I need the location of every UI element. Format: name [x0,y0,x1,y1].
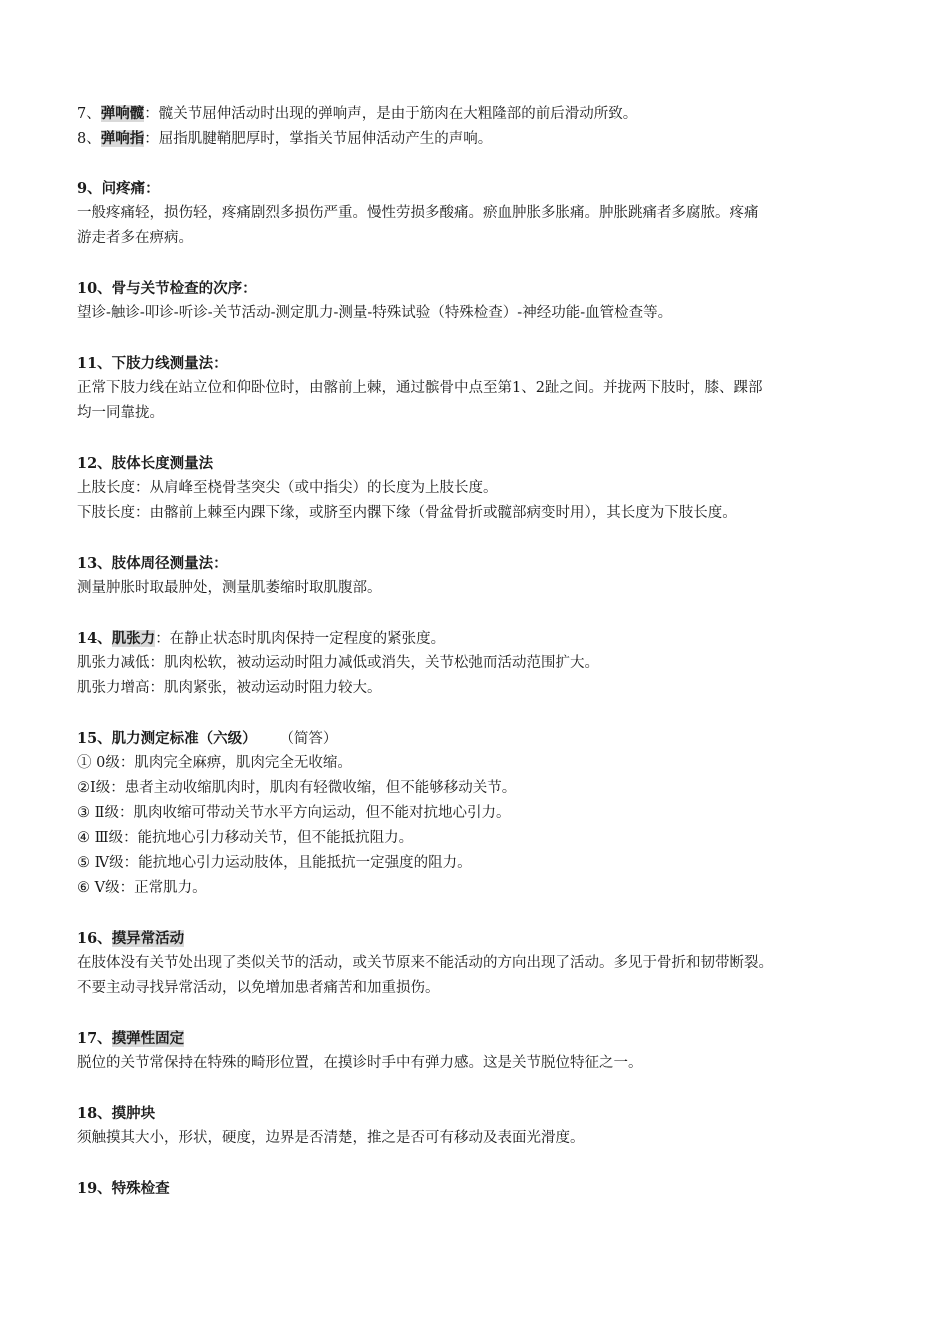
heading-13: 13、肢体周径测量法： [77,555,228,572]
heading-19: 19、特殊检查 [77,1180,170,1197]
grade-4: ⑤ Ⅳ级：能抗地心引力运动肢体，且能抵抗一定强度的阻力。 [77,855,472,871]
heading-16: 16、摸异常活动 [77,930,185,947]
paragraph-9-line-1: 一般疼痛轻，损伤轻，疼痛剧烈多损伤严重。慢性劳损多酸痛。瘀血肿胀多胀痛。肿胀跳痛者多腐脓。疼痛 [77,205,759,221]
term-abnormal-movement: 摸异常活动 [111,930,185,947]
document-page [77,101,877,1201]
term-trigger-finger: 弹响指 [100,130,145,147]
paragraph-10: 望诊-触诊-叩诊-听诊-关节活动-测定肌力-测量-特殊试验（特殊检查）-神经功能-血管检查等。 [77,305,673,321]
item-14: 14、肌张力：在静止状态时肌肉保持一定程度的紧张度。 [77,630,446,647]
term-snapping-hip: 弹响髋 [100,105,145,122]
paragraph-13: 测量肿胀时取最肿处，测量肌萎缩时取肌腹部。 [77,580,382,596]
paragraph-12-upper-limb: 上肢长度：从肩峰至桡骨茎突尖（或中指尖）的长度为上肢长度。 [77,480,498,496]
paragraph-17: 脱位的关节常保持在特殊的畸形位置，在摸诊时手中有弹力感。这是关节脱位特征之一。 [77,1055,643,1071]
grade-1: ②Ⅰ级：患者主动收缩肌肉时，肌肉有轻微收缩，但不能够移动关节。 [77,780,517,796]
item-7: 7、弹响髋：髋关节屈伸活动时出现的弹响声，是由于筋肉在大粗隆部的前后滑动所致。 [77,105,638,122]
term-muscle-tone: 肌张力 [111,630,156,647]
short-answer-note: （简答） [286,731,338,747]
paragraph-11-line-2: 均一同靠拢。 [77,405,164,421]
heading-11: 11、下肢力线测量法： [77,355,228,372]
heading-10: 10、骨与关节检查的次序： [77,280,257,297]
paragraph-18: 须触摸其大小，形状，硬度，边界是否清楚，推之是否可有移动及表面光滑度。 [77,1130,585,1146]
paragraph-14-low-tone: 肌张力减低：肌肉松软，被动运动时阻力减低或消失，关节松弛而活动范围扩大。 [77,655,599,671]
paragraph-12-lower-limb: 下肢长度：由髂前上棘至内踝下缘，或脐至内髁下缘（骨盆骨折或髋部病变时用），其长度为下肢长度。 [77,505,737,521]
heading-18: 18、摸肿块 [77,1105,156,1122]
paragraph-11-line-1: 正常下肢力线在站立位和仰卧位时，由髂前上棘，通过髌骨中点至第1、2趾之间。并拢两下肢时，膝、踝部 [77,380,763,396]
item-8: 8、弹响指：屈指肌腱鞘肥厚时，掌指关节屈伸活动产生的声响。 [77,130,493,147]
grade-0: ① 0级：肌肉完全麻痹，肌肉完全无收缩。 [77,755,352,771]
paragraph-16-line-2: 不要主动寻找异常活动，以免增加患者痛苦和加重损伤。 [77,980,440,996]
heading-9: 9、问疼痛： [77,180,160,197]
term-elastic-fixation: 摸弹性固定 [111,1030,185,1047]
paragraph-14-high-tone: 肌张力增高：肌肉紧张，被动运动时阻力较大。 [77,680,382,696]
paragraph-9-line-2: 游走者多在痹病。 [77,230,193,246]
grade-5: ⑥ Ⅴ级：正常肌力。 [77,880,207,896]
paragraph-16-line-1: 在肢体没有关节处出现了类似关节的活动，或关节原来不能活动的方向出现了活动。多见于骨折和韧带断裂。 [77,955,773,971]
grade-3: ④ Ⅲ级：能抗地心引力移动关节，但不能抵抗阻力。 [77,830,414,846]
grade-2: ③ Ⅱ级：肌肉收缩可带动关节水平方向运动，但不能对抗地心引力。 [77,805,511,821]
heading-15: 15、肌力测定标准（六级） （简答） [77,730,338,747]
heading-12: 12、肢体长度测量法 [77,455,214,472]
heading-17: 17、摸弹性固定 [77,1030,185,1047]
